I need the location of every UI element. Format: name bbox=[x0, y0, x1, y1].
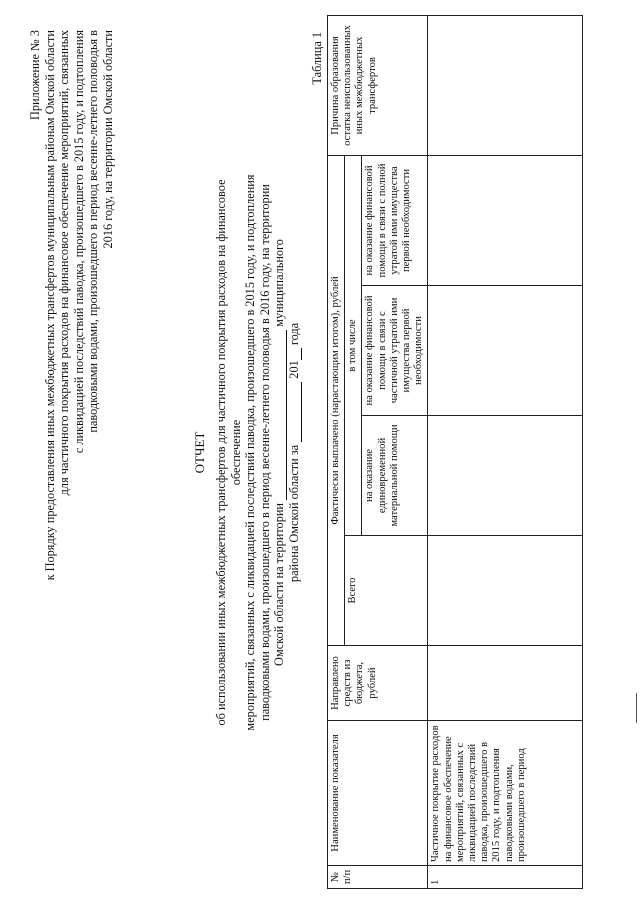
row-num: 1 bbox=[428, 866, 583, 889]
year-blank bbox=[301, 348, 302, 360]
table-label: Таблица 1 bbox=[310, 32, 324, 85]
report-line-4 bbox=[272, 150, 287, 755]
header-sub3: на оказание финансовой помощи в связи с полной утратой ими имущества первой необходимости bbox=[362, 156, 428, 286]
header-num: № п/п bbox=[328, 866, 428, 889]
appendix-line-3: с ликвидацией последствий паводка, произошедшего в 2015 году, и подтопления bbox=[71, 30, 86, 454]
row-name: Частичное покрытие расходов на финансовое обеспечение мероприятий, связанных с ликвидацией последствий паводка, произошедшего в 2015 году, и подтопления паводковыми водами, произошедшего в период bbox=[428, 721, 583, 866]
header-including: в том числе bbox=[345, 156, 362, 536]
row-total bbox=[428, 536, 583, 646]
report-line-5-pre: района Омской области за bbox=[286, 444, 301, 583]
appendix-header bbox=[28, 30, 116, 730]
report-table bbox=[327, 15, 583, 889]
appendix-line-2: для частичного покрытия расходов на финансовое обеспечение мероприятий, связанных bbox=[57, 30, 72, 496]
page-margin-mark bbox=[636, 693, 637, 723]
header-paid: Фактически выплачено (нарастающим итогом), рублей bbox=[328, 156, 345, 646]
table-row bbox=[428, 16, 583, 889]
report-line-5-post: года bbox=[286, 322, 301, 346]
report-line-2: мероприятий, связанных с ликвидацией последствий паводка, произошедшего в 2015 году, и подтопления bbox=[243, 174, 258, 731]
appendix-line-1: к Порядку предоставления иных межбюджетных трансфертов муниципальным районам Омской области bbox=[42, 30, 57, 581]
report-line-1: об использовании иных межбюджетных трансфертов для частичного покрытия расходов на финансовое обеспечение bbox=[214, 179, 243, 726]
header-row-1 bbox=[328, 16, 345, 889]
report-subtitle bbox=[214, 150, 302, 755]
report-line-3: паводковыми водами, произошедшего в период весенне-летнего половодья в 2016 году, на территории bbox=[257, 184, 272, 721]
appendix-number: Приложение № 3 bbox=[28, 30, 42, 121]
report-title: ОТЧЕТ bbox=[192, 431, 207, 474]
row-reason bbox=[428, 16, 583, 156]
report-line-5-year: 201 bbox=[286, 360, 301, 379]
report-line-5 bbox=[287, 150, 302, 755]
row-sub2 bbox=[428, 286, 583, 416]
report-line-4-post: муниципального bbox=[272, 239, 287, 327]
period-blank bbox=[301, 382, 302, 442]
header-reason: Причина образования остатка неиспользованных иных межбюджетных трансфертов bbox=[328, 16, 428, 156]
row-sub1 bbox=[428, 416, 583, 536]
header-sent: Направлено средств из бюджета, рублей bbox=[328, 646, 428, 721]
report-line-4-pre: Омской области на территории bbox=[272, 502, 287, 666]
appendix-line-4: паводковыми водами, произошедшего в период весенне-летнего половодья в bbox=[86, 30, 101, 433]
row-sub3 bbox=[428, 156, 583, 286]
header-sub1: на оказание единовременной материальной помощи bbox=[362, 416, 428, 536]
header-name: Наименование показателя bbox=[328, 721, 428, 866]
header-sub2: на оказание финансовой помощи в связи с частичной утратой ими имущества первой необходимости bbox=[362, 286, 428, 416]
row-sent bbox=[428, 646, 583, 721]
appendix-line-5: 2016 году, на территории Омской области bbox=[100, 30, 115, 249]
header-total: Всего bbox=[345, 536, 428, 646]
